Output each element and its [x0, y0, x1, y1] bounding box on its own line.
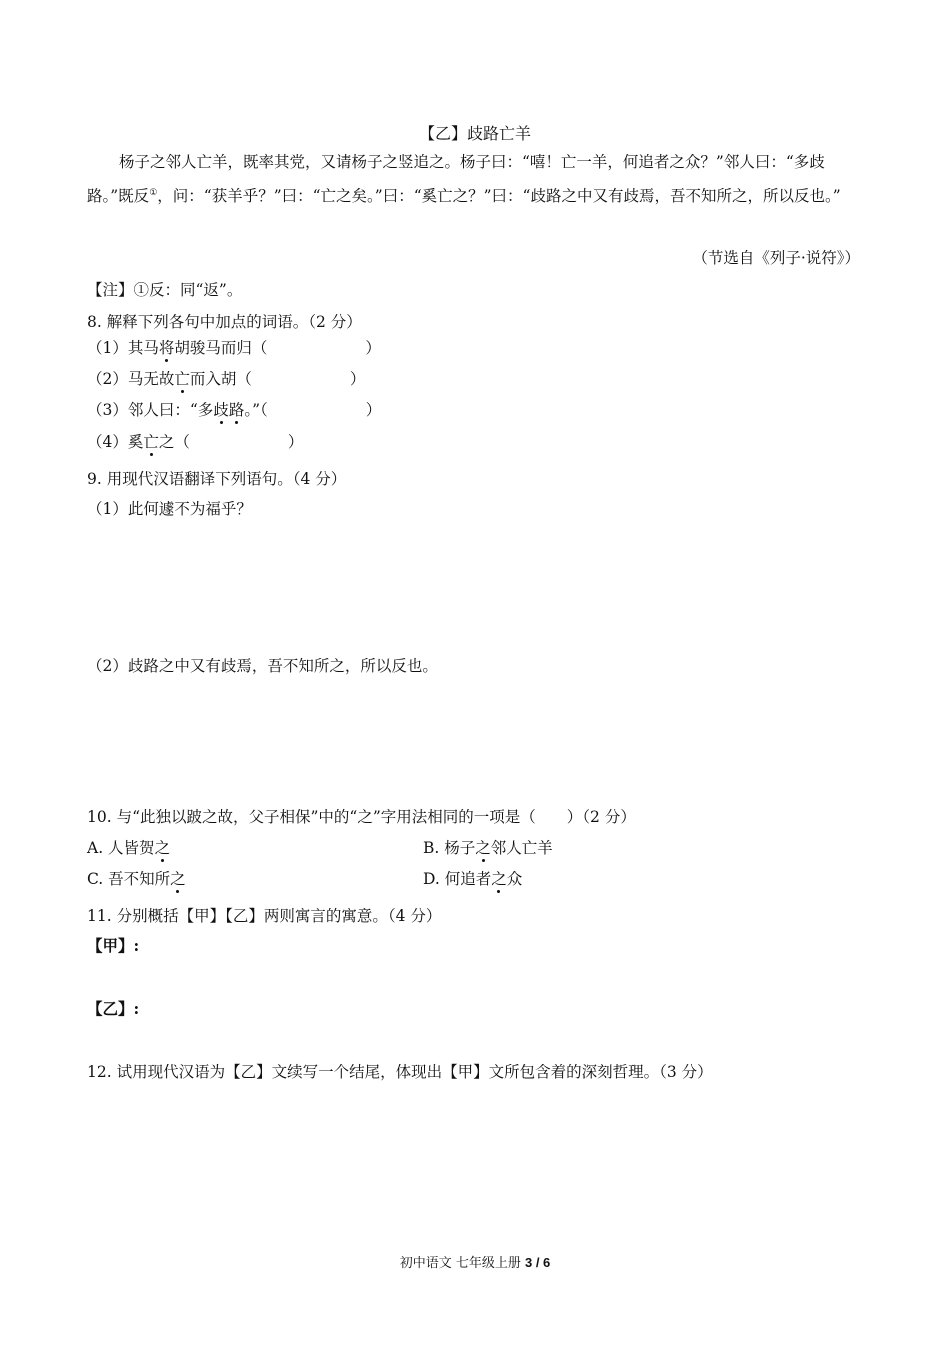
q9-stem: 9. 用现代汉语翻译下列语句。（4 分）: [87, 470, 347, 488]
q10-option-a: A. 人皆贺之: [87, 836, 170, 858]
q9-sentence-2: （2）歧路之中又有歧焉，吾不知所之，所以反也。: [87, 657, 438, 675]
q11-stem: 11. 分别概括【甲】【乙】两则寓言的寓意。（4 分）: [87, 907, 442, 925]
q8-item-2: （2）马无故亡而入胡（ ）: [87, 367, 365, 389]
q8-item-1: （1）其马将胡骏马而归（ ）: [87, 336, 381, 358]
q9-sentence-1: （1）此何遽不为福乎？: [87, 500, 252, 518]
q8-stem: 8. 解释下列各句中加点的词语。（2 分）: [87, 313, 362, 331]
page-number: 3 / 6: [524, 1255, 551, 1270]
q10-option-b: B. 杨子之邻人亡羊: [423, 836, 553, 858]
passage-text: 杨子之邻人亡羊，既率其党，又请杨子之竖追之。杨子曰：“嘻！亡一羊，何追者之众？”邻人曰：“多歧路。”既反①，问：“获羊乎？”曰：“亡之矣。”曰：“奚亡之？”曰：“歧路之中又有歧焉，吾不知所之，所以反也。”: [87, 153, 841, 206]
page-footer: 初中语文 七年级上册 3 / 6: [399, 1255, 551, 1271]
passage-source: （节选自《列子·说符》）: [692, 249, 860, 267]
q10-option-d: D. 何追者之众: [423, 867, 522, 889]
q10-option-c: C. 吾不知所之: [87, 867, 186, 889]
q12-stem: 12. 试用现代汉语为【乙】文续写一个结尾，体现出【甲】文所包含着的深刻哲理。（3 分）: [87, 1063, 713, 1081]
q11-answer-yi: 【乙】:: [87, 999, 140, 1018]
q10-stem: 10. 与“此独以跛之故，父子相保”中的“之”字用法相同的一项是（ ）（2 分）: [87, 808, 636, 826]
q8-item-3: （3）邻人曰：“多歧路。”（ ）: [87, 398, 381, 420]
footnote: 【注】①反：同“返”。: [87, 281, 243, 299]
footnote-marker: ①: [149, 188, 158, 198]
q8-item-4: （4）奚亡之（ ）: [87, 430, 303, 452]
passage-title: 【乙】歧路亡羊: [418, 124, 531, 143]
q11-answer-jia: 【甲】:: [87, 936, 140, 955]
